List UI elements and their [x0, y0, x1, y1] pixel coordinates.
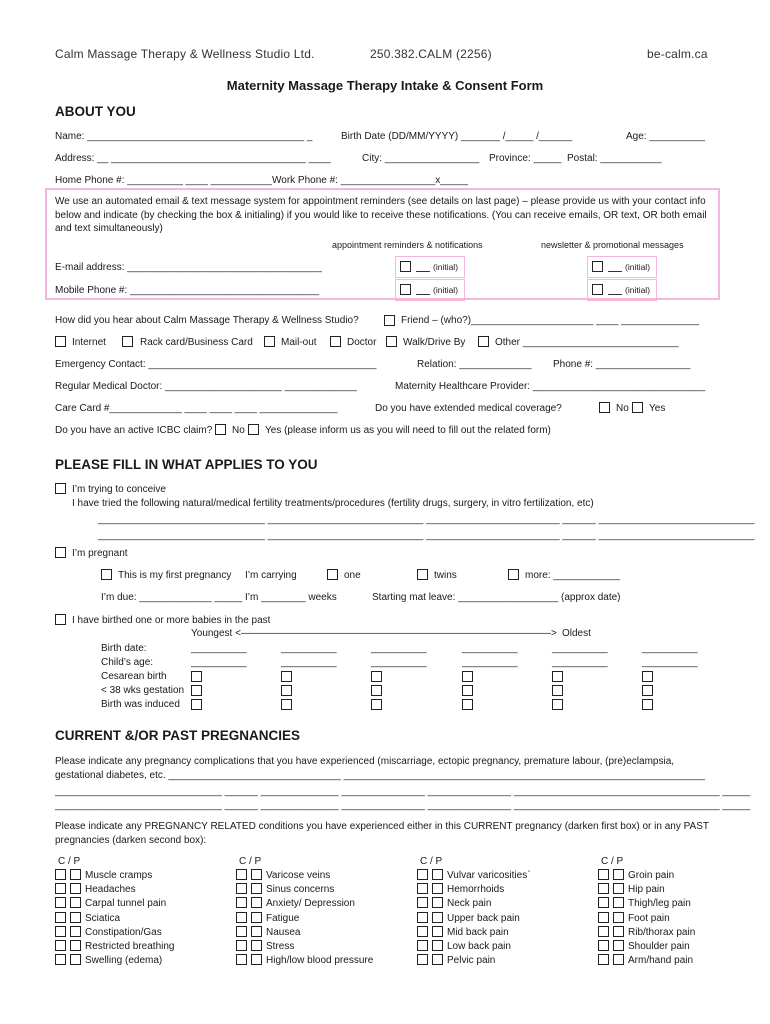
cesarean-checkbox[interactable]	[281, 671, 292, 682]
mobile-field[interactable]: Mobile Phone #: __________________________________	[55, 285, 320, 296]
current-condition-checkbox[interactable]	[598, 926, 609, 937]
past-condition-checkbox[interactable]	[70, 897, 81, 908]
condition-label: Mid back pain	[447, 926, 509, 938]
induced-checkbox[interactable]	[371, 699, 382, 710]
condition-label: Carpal tunnel pain	[85, 898, 167, 910]
current-condition-checkbox[interactable]	[55, 926, 66, 937]
fertility-question: I have tried the following natural/medical fertility treatments/procedures (fertility drugs, surgery, in vitro fertilization, etc)	[72, 498, 594, 509]
current-condition-checkbox[interactable]	[236, 926, 247, 937]
childs-age-row-label: Child’s age:	[101, 657, 154, 668]
current-condition-checkbox[interactable]	[417, 912, 428, 923]
initial-label: (initial)	[625, 285, 651, 295]
fertility-line-2[interactable]: ______________________________ ____________________________ ________________________ ______ ____________________________	[98, 530, 755, 541]
address-field[interactable]: Address: __ ___________________________________ ____	[55, 153, 331, 164]
twins-label: twins	[434, 570, 457, 581]
mobile-newsletter-cell[interactable]	[587, 279, 657, 301]
gestation-checkbox[interactable]	[281, 685, 292, 696]
past-condition-checkbox[interactable]	[613, 883, 624, 894]
mobile-reminders-cell[interactable]	[395, 279, 465, 301]
current-condition-checkbox[interactable]	[236, 940, 247, 951]
initial-label: (initial)	[433, 262, 459, 272]
cp-header-3: C / P	[420, 856, 443, 867]
one-label: one	[344, 570, 361, 581]
age-field[interactable]: Age: __________	[626, 131, 705, 142]
past-condition-checkbox[interactable]	[432, 926, 443, 937]
induced-row-label: Birth was induced	[101, 699, 180, 710]
past-condition-checkbox[interactable]	[251, 954, 262, 965]
current-condition-checkbox[interactable]	[236, 869, 247, 880]
current-condition-checkbox[interactable]	[417, 897, 428, 908]
coverage-yes-checkbox[interactable]	[632, 402, 643, 413]
relation-field[interactable]: Relation: _____________	[417, 359, 532, 370]
cp-header-2: C / P	[239, 856, 262, 867]
current-condition-checkbox[interactable]	[55, 869, 66, 880]
condition-label: Stress	[266, 941, 295, 952]
condition-label: Anxiety/ Depression	[266, 898, 355, 910]
conceive-checkbox[interactable]	[55, 483, 66, 494]
past-condition-checkbox[interactable]	[432, 912, 443, 923]
cesarean-checkbox[interactable]	[371, 671, 382, 682]
pregnancies-heading: CURRENT &/OR PAST PREGNANCIES	[55, 728, 301, 743]
childs-age-blank[interactable]: __________	[642, 657, 698, 668]
mobile-reminders-checkbox[interactable]	[400, 284, 411, 295]
birth-date-blank[interactable]: __________	[462, 643, 518, 654]
gestation-checkbox[interactable]	[191, 685, 202, 696]
first-pregnancy-label: This is my first pregnancy	[118, 570, 232, 581]
current-condition-checkbox[interactable]	[417, 926, 428, 937]
company-phone: 250.382.CALM (2256)	[370, 47, 492, 61]
past-condition-checkbox[interactable]	[432, 869, 443, 880]
icbc-yes-label: Yes (please inform us as you will need to fill out the related form)	[265, 425, 551, 436]
condition-label: Foot pain	[628, 912, 670, 924]
past-condition-checkbox[interactable]	[432, 897, 443, 908]
birth-date-blank[interactable]: __________	[552, 643, 608, 654]
condition-label: Hip pain	[628, 884, 665, 896]
emergency-phone-field[interactable]: Phone #: _________________	[553, 359, 691, 370]
cesarean-checkbox[interactable]	[191, 671, 202, 682]
current-condition-checkbox[interactable]	[598, 940, 609, 951]
past-condition-checkbox[interactable]	[613, 940, 624, 951]
more-field[interactable]: more: ____________	[525, 570, 621, 581]
current-condition-checkbox[interactable]	[55, 897, 66, 908]
current-condition-checkbox[interactable]	[55, 954, 66, 965]
condition-label: Shoulder pain	[628, 941, 690, 952]
email-newsletter-checkbox[interactable]	[592, 261, 603, 272]
notification-notice: We use an automated email & text message system for appointment reminders (see details on last page) – please provide us with your contact info below and indicate (by checking the box & initialing) if you would like to receive these notifications. (You can receive emails, OR text, OR both email and text simultaneously)	[55, 196, 707, 234]
childs-age-blank[interactable]: __________	[281, 657, 337, 668]
home-phone-field[interactable]: Home Phone #: __________ ____ ___________	[55, 175, 272, 186]
friend-checkbox[interactable]	[384, 315, 395, 326]
induced-checkbox[interactable]	[281, 699, 292, 710]
past-condition-checkbox[interactable]	[251, 940, 262, 951]
childs-age-blank[interactable]: __________	[371, 657, 427, 668]
current-condition-checkbox[interactable]	[598, 869, 609, 880]
icbc-no-label: No	[232, 425, 245, 436]
email-field[interactable]: E-mail address: ___________________________________	[55, 262, 322, 273]
past-condition-checkbox[interactable]	[613, 897, 624, 908]
work-phone-field[interactable]: Work Phone #: _________________x_____	[272, 175, 469, 186]
birth-date-field[interactable]: Birth Date (DD/MM/YYYY) _______ /_____ /______	[341, 131, 573, 142]
gestation-row-label: < 38 wks gestation	[101, 685, 185, 696]
mobile-newsletter-checkbox[interactable]	[592, 284, 603, 295]
current-condition-checkbox[interactable]	[236, 897, 247, 908]
cp-header-4: C / P	[601, 856, 624, 867]
gestation-checkbox[interactable]	[371, 685, 382, 696]
maternity-provider-field[interactable]: Maternity Healthcare Provider: _______________________________	[395, 381, 706, 392]
current-condition-checkbox[interactable]	[598, 912, 609, 923]
birthed-label: I have birthed one or more babies in the past	[72, 615, 271, 626]
condition-label: Swelling (edema)	[85, 955, 163, 967]
past-condition-checkbox[interactable]	[613, 912, 624, 923]
birth-date-blank[interactable]: __________	[191, 643, 247, 654]
icbc-question: Do you have an active ICBC claim?	[55, 425, 213, 436]
twins-checkbox[interactable]	[417, 569, 428, 580]
mail-out-checkbox[interactable]	[264, 336, 275, 347]
birth-date-blank[interactable]: __________	[281, 643, 337, 654]
childs-age-blank[interactable]: __________	[552, 657, 608, 668]
induced-checkbox[interactable]	[191, 699, 202, 710]
birth-date-blank[interactable]: __________	[642, 643, 698, 654]
condition-label: Headaches	[85, 884, 136, 896]
province-field[interactable]: Province: _____	[489, 153, 562, 164]
conceive-label: I’m trying to conceive	[72, 484, 166, 495]
current-condition-checkbox[interactable]	[417, 954, 428, 965]
applies-heading: PLEASE FILL IN WHAT APPLIES TO YOU	[55, 457, 318, 472]
friend-field[interactable]: Friend – (who?)______________________ ____ ______________	[401, 315, 700, 326]
current-condition-checkbox[interactable]	[598, 883, 609, 894]
care-card-field[interactable]: Care Card #_____________ ____ ____ ____ ______________	[55, 403, 338, 414]
condition-label: Thigh/leg pain	[628, 898, 691, 910]
icbc-no-checkbox[interactable]	[215, 424, 226, 435]
due-field[interactable]: I’m due: _____________ _____ I’m ________ weeks	[101, 592, 337, 603]
more-checkbox[interactable]	[508, 569, 519, 580]
condition-label: Varicose veins	[266, 870, 331, 881]
current-condition-checkbox[interactable]	[236, 954, 247, 965]
past-condition-checkbox[interactable]	[70, 926, 81, 937]
condition-label: Muscle cramps	[85, 870, 153, 881]
postal-field[interactable]: Postal: ___________	[567, 153, 662, 164]
complications-line-2[interactable]: ______________________________ ______ ______________ _______________ _______________ _____________________________________ _____	[55, 800, 751, 811]
past-condition-checkbox[interactable]	[70, 954, 81, 965]
condition-label: Restricted breathing	[85, 941, 175, 952]
cesarean-checkbox[interactable]	[462, 671, 473, 682]
complications-question[interactable]: Please indicate any pregnancy complications that you have experienced (miscarriage, ectopic pregnancy, premature labour, (pre)eclampsia, gestational diabetes, etc. _______________________________ _________________________________________________________________	[55, 756, 706, 781]
hear-question: How did you hear about Calm Massage Therapy & Wellness Studio?	[55, 315, 359, 326]
condition-label: Rib/thorax pain	[628, 926, 696, 938]
gestation-checkbox[interactable]	[552, 685, 563, 696]
newsletter-column-label: newsletter & promotional messages	[541, 240, 684, 250]
induced-checkbox[interactable]	[642, 699, 653, 710]
conditions-question: Please indicate any PREGNANCY RELATED conditions you have experienced either in this CURRENT pregnancy (darken first box) or in any PAST pregnancies (darken second box):	[55, 821, 709, 846]
internet-checkbox[interactable]	[55, 336, 66, 347]
condition-label: Low back pain	[447, 941, 511, 952]
past-condition-checkbox[interactable]	[432, 954, 443, 965]
current-condition-checkbox[interactable]	[598, 954, 609, 965]
reminders-column-label: appointment reminders & notifications	[332, 240, 483, 250]
birth-date-blank[interactable]: __________	[371, 643, 427, 654]
birth-date-row-label: Birth date:	[101, 643, 147, 654]
doctor-label: Doctor	[347, 337, 377, 348]
about-heading: ABOUT YOU	[55, 104, 136, 119]
induced-checkbox[interactable]	[462, 699, 473, 710]
initial-label: (initial)	[625, 262, 651, 272]
condition-label: Sinus concerns	[266, 884, 335, 896]
condition-label: Neck pain	[447, 898, 492, 910]
past-condition-checkbox[interactable]	[251, 897, 262, 908]
email-newsletter-cell[interactable]	[587, 256, 657, 278]
company-name: Calm Massage Therapy & Wellness Studio Ltd.	[55, 47, 315, 61]
icbc-yes-checkbox[interactable]	[248, 424, 259, 435]
past-condition-checkbox[interactable]	[613, 954, 624, 965]
birthed-checkbox[interactable]	[55, 614, 66, 625]
condition-label: Nausea	[266, 926, 301, 938]
condition-label: Vulvar varicosities`	[447, 870, 531, 881]
walk-drive-label: Walk/Drive By	[403, 337, 466, 348]
condition-label: Sciatica	[85, 912, 121, 924]
doctor-checkbox[interactable]	[330, 336, 341, 347]
coverage-no-label: No	[616, 403, 629, 414]
past-condition-checkbox[interactable]	[613, 869, 624, 880]
current-condition-checkbox[interactable]	[55, 883, 66, 894]
condition-label: Groin pain	[628, 870, 675, 881]
past-condition-checkbox[interactable]	[251, 869, 262, 880]
initial-label: (initial)	[433, 285, 459, 295]
youngest-label: Youngest <———————————————————————————————>	[191, 628, 557, 639]
gestation-checkbox[interactable]	[642, 685, 653, 696]
current-condition-checkbox[interactable]	[236, 883, 247, 894]
form-title: Maternity Massage Therapy Intake & Consent Form	[226, 78, 544, 93]
coverage-yes-label: Yes	[649, 403, 666, 414]
condition-label: Hemorrhoids	[447, 884, 505, 896]
carrying-label: I’m carrying	[245, 570, 297, 581]
email-reminders-cell[interactable]	[395, 256, 465, 278]
cesarean-row-label: Cesarean birth	[101, 671, 167, 682]
past-condition-checkbox[interactable]	[251, 883, 262, 894]
past-condition-checkbox[interactable]	[432, 883, 443, 894]
gestation-checkbox[interactable]	[462, 685, 473, 696]
complications-line-1[interactable]: ______________________________ ______ ______________ _______________ _______________ _____________________________________ _____	[55, 786, 751, 797]
cesarean-checkbox[interactable]	[642, 671, 653, 682]
other-checkbox[interactable]	[478, 336, 489, 347]
email-reminders-checkbox[interactable]	[400, 261, 411, 272]
name-field[interactable]: Name: _______________________________________ _	[55, 131, 313, 142]
oldest-label: Oldest	[562, 628, 591, 639]
condition-label: Constipation/Gas	[85, 926, 162, 938]
current-condition-checkbox[interactable]	[417, 883, 428, 894]
induced-checkbox[interactable]	[552, 699, 563, 710]
city-field[interactable]: City: _________________	[362, 153, 480, 164]
first-pregnancy-checkbox[interactable]	[101, 569, 112, 580]
pregnant-checkbox[interactable]	[55, 547, 66, 558]
current-condition-checkbox[interactable]	[236, 912, 247, 923]
rack-card-checkbox[interactable]	[122, 336, 133, 347]
current-condition-checkbox[interactable]	[598, 897, 609, 908]
one-checkbox[interactable]	[327, 569, 338, 580]
past-condition-checkbox[interactable]	[70, 869, 81, 880]
past-condition-checkbox[interactable]	[70, 883, 81, 894]
other-field[interactable]: Other ____________________________	[495, 337, 679, 348]
mail-out-label: Mail-out	[281, 337, 317, 348]
emergency-contact-field[interactable]: Emergency Contact: _________________________________________	[55, 359, 377, 370]
condition-label: Pelvic pain	[447, 955, 496, 967]
pregnant-label: I’m pregnant	[72, 548, 128, 559]
regular-doctor-field[interactable]: Regular Medical Doctor: _____________________ _____________	[55, 381, 357, 392]
current-condition-checkbox[interactable]	[417, 869, 428, 880]
current-condition-checkbox[interactable]	[55, 912, 66, 923]
company-website: be-calm.ca	[647, 47, 708, 61]
rack-card-label: Rack card/Business Card	[140, 337, 253, 348]
fertility-line-1[interactable]: ______________________________ ____________________________ ________________________ ______ ____________________________	[98, 514, 755, 525]
condition-label: High/low blood pressure	[266, 955, 374, 967]
current-condition-checkbox[interactable]	[55, 940, 66, 951]
extended-coverage-question: Do you have extended medical coverage?	[375, 403, 562, 414]
cesarean-checkbox[interactable]	[552, 671, 563, 682]
cp-header-1: C / P	[58, 856, 81, 867]
past-condition-checkbox[interactable]	[70, 940, 81, 951]
past-condition-checkbox[interactable]	[613, 926, 624, 937]
condition-label: Upper back pain	[447, 912, 520, 924]
past-condition-checkbox[interactable]	[251, 912, 262, 923]
past-condition-checkbox[interactable]	[70, 912, 81, 923]
internet-label: Internet	[72, 337, 106, 348]
past-condition-checkbox[interactable]	[432, 940, 443, 951]
childs-age-blank[interactable]: __________	[191, 657, 247, 668]
current-condition-checkbox[interactable]	[417, 940, 428, 951]
mat-leave-field[interactable]: Starting mat leave: __________________ (approx date)	[372, 592, 621, 603]
childs-age-blank[interactable]: __________	[462, 657, 518, 668]
condition-label: Fatigue	[266, 912, 300, 924]
coverage-no-checkbox[interactable]	[599, 402, 610, 413]
condition-label: Arm/hand pain	[628, 955, 694, 967]
walk-drive-checkbox[interactable]	[386, 336, 397, 347]
past-condition-checkbox[interactable]	[251, 926, 262, 937]
